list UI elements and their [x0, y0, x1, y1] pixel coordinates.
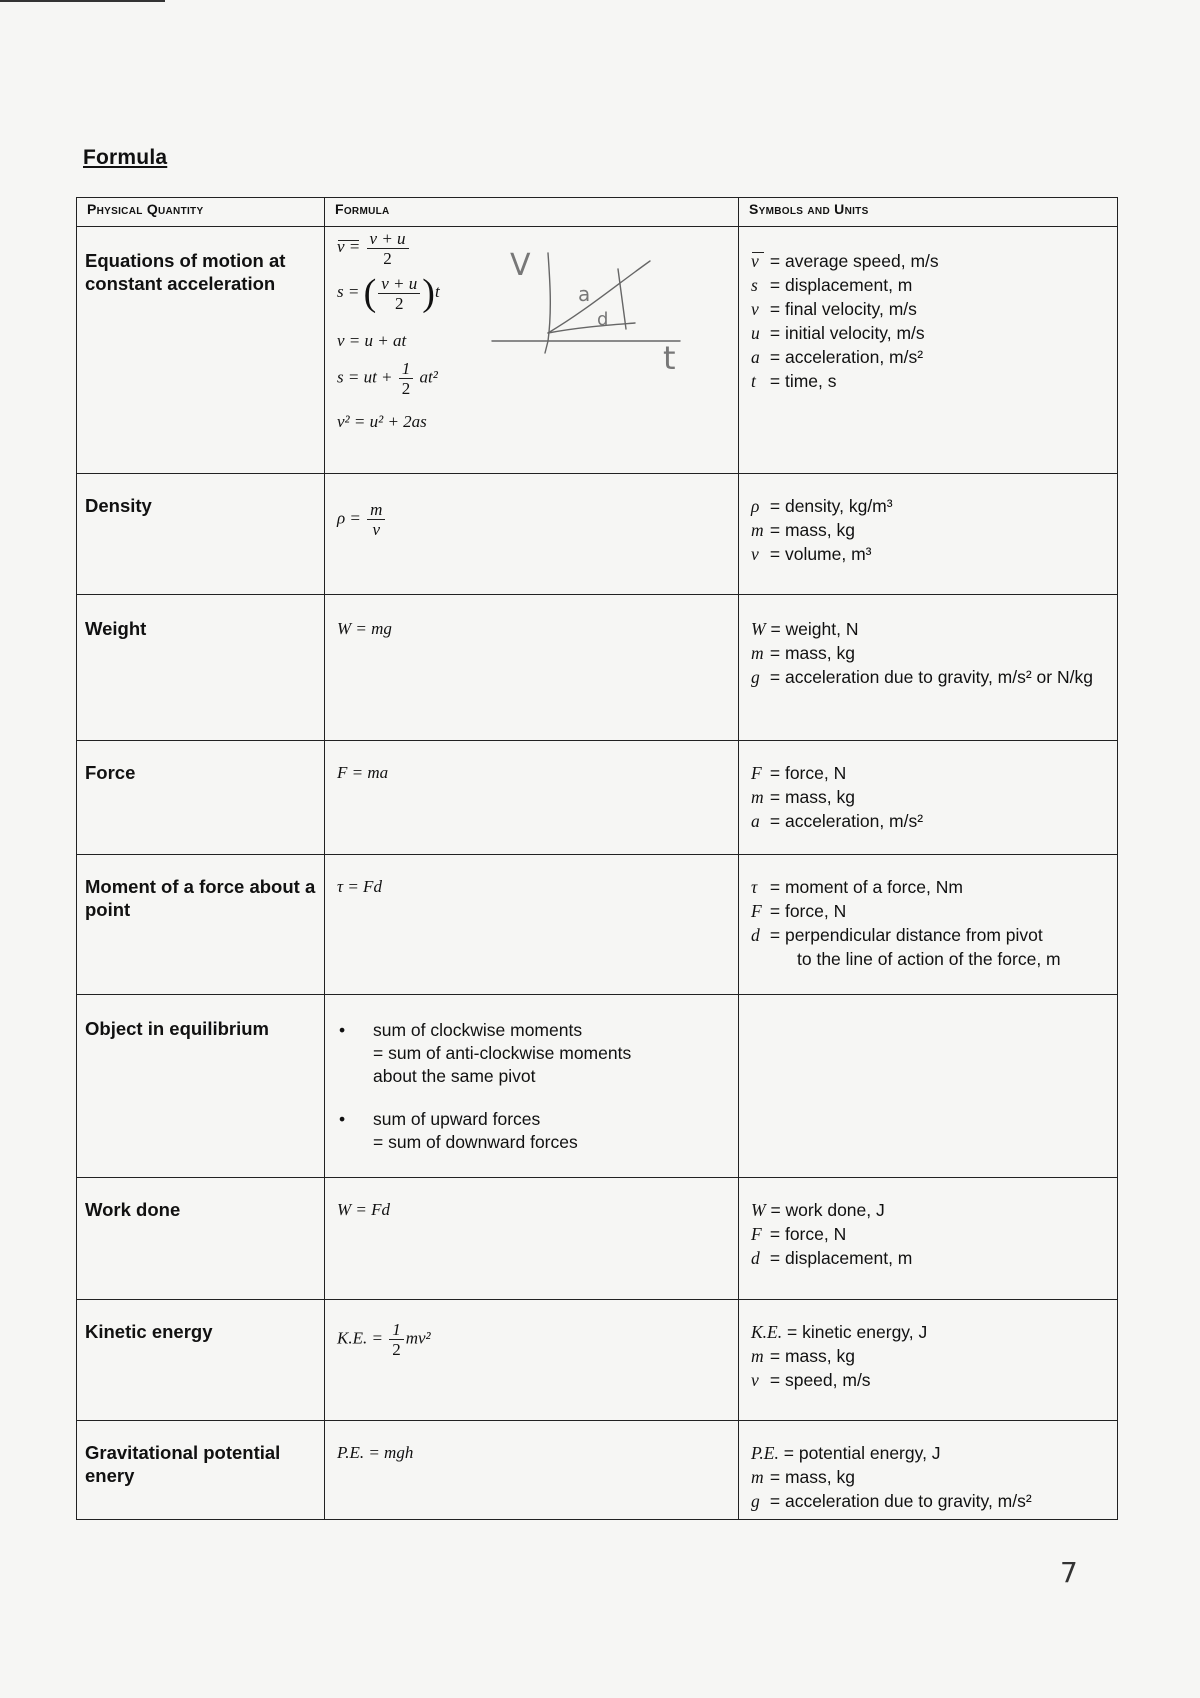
symbol-description: = acceleration due to gravity, m/s² — [769, 1491, 1032, 1511]
symbol: g — [751, 667, 760, 687]
symbol: τ — [751, 877, 758, 897]
symbol-line — [751, 761, 1117, 785]
bullet-line: • sum of upward forces — [373, 1109, 541, 1129]
formula-work: W = Fd — [337, 1200, 391, 1219]
symbol-description: = mass, kg — [769, 1346, 855, 1366]
symbol: F — [751, 763, 762, 783]
symbol: d — [751, 925, 760, 945]
symbol: a — [751, 811, 760, 831]
table-row — [77, 595, 1118, 741]
formula-lhs: K.E. = — [337, 1328, 383, 1348]
symbols-cell — [739, 741, 1117, 833]
symbol: W — [751, 619, 766, 639]
table-row — [77, 1300, 1118, 1421]
symbol-description: = weight, N — [770, 619, 859, 639]
symbol-description: = displacement, m — [769, 1248, 913, 1268]
symbol: t — [751, 371, 756, 391]
symbol-description: = force, N — [769, 1224, 847, 1244]
symbol-description: = mass, kg — [769, 787, 855, 807]
quantity-label: Gravitational potential enery — [85, 1442, 281, 1486]
symbol: v — [751, 544, 759, 564]
symbol-description: = final velocity, m/s — [769, 299, 917, 319]
quantity-label: Density — [85, 495, 152, 516]
fraction-numerator: 1 — [389, 1320, 404, 1340]
symbols-cell — [739, 1300, 1117, 1392]
symbol-line — [751, 494, 1117, 518]
formula-tail: at² — [419, 367, 438, 387]
fraction-numerator: v + u — [378, 274, 420, 294]
symbol-description: = average speed, m/s — [769, 251, 939, 271]
symbol-description: = moment of a force, Nm — [769, 877, 963, 897]
formula-cell — [325, 227, 738, 437]
fraction-denominator: 2 — [395, 293, 404, 313]
symbol-line — [751, 641, 1117, 665]
page-title: Formula — [83, 146, 168, 169]
symbol: d — [751, 1248, 760, 1268]
sketch-label-t: t — [663, 339, 676, 376]
symbol-line — [751, 518, 1117, 542]
symbol-line — [751, 321, 1117, 345]
handwritten-velocity-time-sketch — [490, 241, 700, 376]
symbol-line — [751, 899, 1117, 923]
symbol-line — [751, 665, 1117, 689]
symbol-description: = work done, J — [770, 1200, 885, 1220]
header-physical-quantity: Physical Quantity — [77, 198, 325, 227]
formula-lhs: s = — [337, 281, 360, 301]
formula-final-velocity: v = u + at — [337, 331, 407, 350]
formula-velocity-squared: v² = u² + 2as — [337, 412, 427, 431]
symbol-line — [751, 542, 1117, 566]
bullet-line: = sum of anti-clockwise moments — [373, 1043, 632, 1063]
bullet-line: about the same pivot — [373, 1066, 536, 1086]
equilibrium-conditions — [325, 995, 738, 1154]
symbol-description: to the line of action of the force, m — [797, 949, 1061, 969]
symbol-line — [751, 785, 1117, 809]
sketch-label-a: a — [578, 282, 591, 306]
symbol-line — [751, 617, 1117, 641]
symbol-line — [751, 1320, 1117, 1344]
table-row — [77, 855, 1118, 995]
symbol-description: = volume, m³ — [769, 544, 872, 564]
fraction-numerator: m — [367, 500, 385, 520]
symbol-description: = time, s — [769, 371, 837, 391]
symbol-description: = acceleration, m/s² — [769, 347, 924, 367]
symbol: W — [751, 1200, 766, 1220]
symbol-description: = force, N — [769, 901, 847, 921]
symbol: v — [751, 1370, 759, 1390]
sketch-vertical-line — [618, 269, 626, 329]
symbol: v — [751, 249, 765, 273]
symbol-description: = force, N — [769, 763, 847, 783]
formula-table — [76, 197, 1118, 1520]
symbol-line — [751, 1246, 1117, 1270]
symbols-cell — [739, 595, 1117, 689]
list-item — [325, 1108, 738, 1154]
symbol: P.E. — [751, 1443, 779, 1463]
formula-lhs: s = ut + — [337, 367, 393, 387]
fraction-denominator: 2 — [383, 249, 392, 268]
symbol-description: = potential energy, J — [783, 1443, 941, 1463]
symbol-line — [751, 1465, 1117, 1489]
symbol: m — [751, 787, 764, 807]
symbol: m — [751, 1467, 764, 1487]
symbol-description: = mass, kg — [769, 520, 855, 540]
formula-lhs: v = — [337, 237, 361, 257]
bullet-line: = sum of downward forces — [373, 1132, 578, 1152]
header-formula: Formula — [325, 198, 739, 227]
quantity-label: Work done — [85, 1199, 181, 1220]
symbol-line — [751, 297, 1117, 321]
symbol: F — [751, 1224, 762, 1244]
formula-tail: t — [434, 281, 440, 301]
symbol-line — [751, 273, 1117, 297]
fraction-denominator: v — [372, 520, 381, 539]
header-symbols-and-units: Symbols and Units — [739, 198, 1118, 227]
fraction-denominator: 2 — [401, 379, 411, 398]
symbol-line — [751, 1441, 1117, 1465]
page-top-rule — [0, 0, 165, 2]
symbol-line — [751, 809, 1117, 833]
table-header-row — [77, 198, 1118, 227]
symbol-description: = speed, m/s — [769, 1370, 871, 1390]
symbol: u — [751, 323, 760, 343]
table-row — [77, 995, 1118, 1178]
fraction — [367, 229, 409, 268]
fraction — [399, 359, 414, 398]
symbol-line — [751, 923, 1117, 947]
quantity-label: Force — [85, 762, 136, 783]
table-row — [77, 474, 1118, 595]
fraction-denominator: 2 — [392, 1340, 401, 1359]
formula-lhs: ρ = — [337, 508, 361, 528]
symbols-cell — [739, 227, 1117, 393]
symbol: v — [751, 299, 759, 319]
symbol-line — [751, 1344, 1117, 1368]
symbol-line — [751, 1198, 1117, 1222]
symbols-cell — [739, 1421, 1117, 1513]
page-number: 7 — [1060, 1556, 1078, 1589]
symbols-cell — [739, 855, 1117, 971]
symbol-description: = acceleration, m/s² — [769, 811, 924, 831]
symbol-line — [751, 249, 1117, 273]
symbol: F — [751, 901, 762, 921]
symbol-description: = initial velocity, m/s — [769, 323, 925, 343]
fraction-numerator: v + u — [367, 229, 409, 249]
left-parenthesis: ( — [363, 272, 377, 314]
symbol: s — [751, 275, 758, 295]
symbol-description: = mass, kg — [769, 643, 855, 663]
formula-weight: W = mg — [337, 619, 392, 638]
quantity-label: Moment of a force about a point — [85, 876, 316, 920]
table-row — [77, 227, 1118, 474]
empty-symbols-cell — [739, 995, 1118, 1178]
table-row — [77, 1421, 1118, 1520]
fraction-numerator: 1 — [399, 359, 414, 379]
formula-tail: mv² — [405, 1328, 431, 1348]
symbol-line — [751, 1222, 1117, 1246]
quantity-label: Kinetic energy — [85, 1321, 213, 1342]
symbol-line — [751, 1489, 1117, 1513]
formula-potential-energy: P.E. = mgh — [337, 1443, 414, 1462]
symbol: g — [751, 1491, 760, 1511]
right-parenthesis: ) — [422, 272, 435, 314]
symbol-description: = mass, kg — [769, 1467, 855, 1487]
sketch-label-v: V — [510, 248, 531, 283]
quantity-label: Equations of motion at constant acceleration — [85, 250, 286, 294]
quantity-label: Weight — [85, 618, 147, 639]
fraction — [378, 274, 420, 313]
table-row — [77, 741, 1118, 855]
symbol-description: = kinetic energy, J — [787, 1322, 928, 1342]
symbol-description: = displacement, m — [769, 275, 913, 295]
sketch-vertical-axis — [545, 253, 550, 353]
formula-force: F = ma — [337, 763, 389, 782]
symbols-cell — [739, 1178, 1117, 1270]
symbol: m — [751, 643, 764, 663]
formula-moment: τ = Fd — [337, 877, 382, 896]
symbol: m — [751, 1346, 764, 1366]
symbols-cell — [739, 474, 1117, 566]
list-item — [325, 1019, 738, 1088]
symbol: ρ — [751, 496, 760, 516]
symbol-description: = perpendicular distance from pivot — [769, 925, 1043, 945]
symbol-description: = acceleration due to gravity, m/s² or N/kg — [769, 667, 1093, 687]
symbol-line — [751, 369, 1117, 393]
symbol: a — [751, 347, 760, 367]
formula-kinetic-energy — [325, 1300, 738, 1359]
formula-density — [325, 474, 738, 539]
bullet-line: • sum of clockwise moments — [373, 1020, 583, 1040]
sketch-label-d: d — [597, 309, 609, 330]
symbol-description: = density, kg/m³ — [769, 496, 893, 516]
symbol-line — [751, 875, 1117, 899]
symbol-line — [751, 1368, 1117, 1392]
symbol-line — [751, 947, 1117, 971]
fraction — [389, 1320, 404, 1359]
bullet-list — [325, 1019, 738, 1154]
symbol: m — [751, 520, 764, 540]
table-row — [77, 1178, 1118, 1300]
quantity-label: Object in equilibrium — [85, 1018, 269, 1039]
symbol-line — [751, 345, 1117, 369]
fraction — [367, 500, 385, 539]
symbol: K.E. — [751, 1322, 783, 1342]
